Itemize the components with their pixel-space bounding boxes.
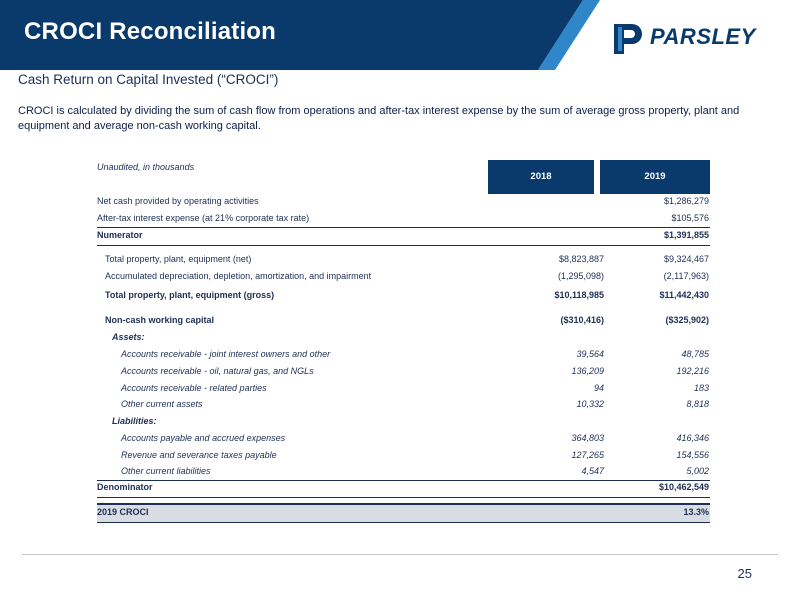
croci-row — [97, 505, 710, 522]
column-header-2018: 2018 — [488, 160, 594, 194]
table-row — [97, 364, 710, 381]
value-2019: ($325,902) — [665, 315, 709, 325]
value-2019: $105,576 — [671, 213, 709, 223]
row-label: Liabilities: — [112, 416, 157, 426]
value-2018: 4,547 — [581, 466, 604, 476]
value-2018: 127,265 — [571, 450, 604, 460]
footer-divider — [22, 554, 778, 555]
value-2018: 94 — [593, 383, 604, 393]
value-2018: 364,803 — [571, 433, 604, 443]
value-2019: 5,002 — [686, 466, 709, 476]
section-heading — [97, 330, 710, 347]
row-label: Accounts receivable - joint interest owners and other — [121, 349, 331, 359]
value-2018: $10,118,985 — [554, 290, 604, 300]
table-row — [97, 211, 710, 228]
row-label: Non-cash working capital — [105, 315, 215, 325]
table-row — [97, 464, 710, 481]
value-2019: 416,346 — [676, 433, 709, 443]
row-label: 2019 CROCI — [97, 507, 149, 517]
value-2018: $8,823,887 — [558, 254, 604, 264]
row-label: Assets: — [112, 332, 145, 342]
value-2019: 183 — [693, 383, 709, 393]
row-label: Total property, plant, equipment (net) — [105, 254, 252, 264]
value-2019: 8,818 — [686, 399, 709, 409]
row-label: After-tax interest expense (at 21% corporate tax rate) — [97, 213, 310, 223]
value-2019: 192,216 — [676, 366, 709, 376]
value-2019: $1,286,279 — [663, 196, 709, 206]
row-label: Net cash provided by operating activities — [97, 196, 259, 206]
row-label: Accounts receivable - oil, natural gas, and NGLs — [121, 366, 314, 376]
table-row — [97, 347, 710, 364]
row-label: Accounts receivable - related parties — [121, 383, 267, 393]
value-2018: ($310,416) — [560, 315, 604, 325]
table-row — [97, 397, 710, 414]
page-number: 25 — [737, 566, 752, 581]
table-row — [97, 288, 710, 305]
value-2019: 154,556 — [676, 450, 709, 460]
value-2019: 48,785 — [681, 349, 709, 359]
section-heading — [97, 414, 710, 431]
row-label: Other current assets — [121, 399, 203, 409]
row-label: Other current liabilities — [121, 466, 211, 476]
value-2018: (1,295,098) — [557, 271, 604, 281]
value-2019: $1,391,855 — [663, 230, 709, 240]
row-label: Denominator — [97, 482, 153, 492]
table-row — [97, 431, 710, 448]
row-label: Accounts payable and accrued expenses — [121, 433, 286, 443]
slide-title: CROCI Reconciliation — [24, 18, 277, 45]
slide-subtitle: Cash Return on Capital Invested (“CROCI”) — [18, 72, 279, 87]
value-2018: 39,564 — [576, 349, 604, 359]
table-row — [97, 269, 710, 286]
value-2018: 136,209 — [571, 366, 604, 376]
croci-description: CROCI is calculated by dividing the sum of cash flow from operations and after-tax interest expense by the sum of average gross property, plant and equipment and average non-cash working capital. — [18, 105, 740, 132]
row-label: Accumulated depreciation, depletion, amortization, and impairment — [105, 271, 372, 281]
denominator-row — [97, 480, 710, 497]
table-row — [97, 252, 710, 269]
row-label: Numerator — [97, 230, 143, 240]
table-note: Unaudited, in thousands — [97, 162, 195, 172]
column-header-2019: 2019 — [600, 160, 710, 194]
divider — [97, 522, 710, 523]
row-label: Revenue and severance taxes payable — [121, 450, 277, 460]
parsley-logo — [610, 18, 780, 58]
table-row — [97, 313, 710, 330]
numerator-row — [97, 228, 710, 245]
parsley-logo-mark-icon — [610, 18, 650, 58]
divider — [97, 497, 710, 498]
value-2019: (2,117,963) — [663, 271, 709, 281]
value-2019: 13.3% — [683, 507, 709, 517]
logo-wordmark: PARSLEY — [650, 24, 756, 49]
table-row — [97, 448, 710, 465]
divider — [97, 245, 710, 246]
table-row — [97, 194, 710, 211]
value-2019: $11,442,430 — [659, 290, 709, 300]
value-2018: 10,332 — [576, 399, 604, 409]
row-label: Total property, plant, equipment (gross) — [105, 290, 275, 300]
value-2019: $9,324,467 — [663, 254, 709, 264]
table-row — [97, 381, 710, 398]
value-2019: $10,462,549 — [658, 482, 709, 492]
